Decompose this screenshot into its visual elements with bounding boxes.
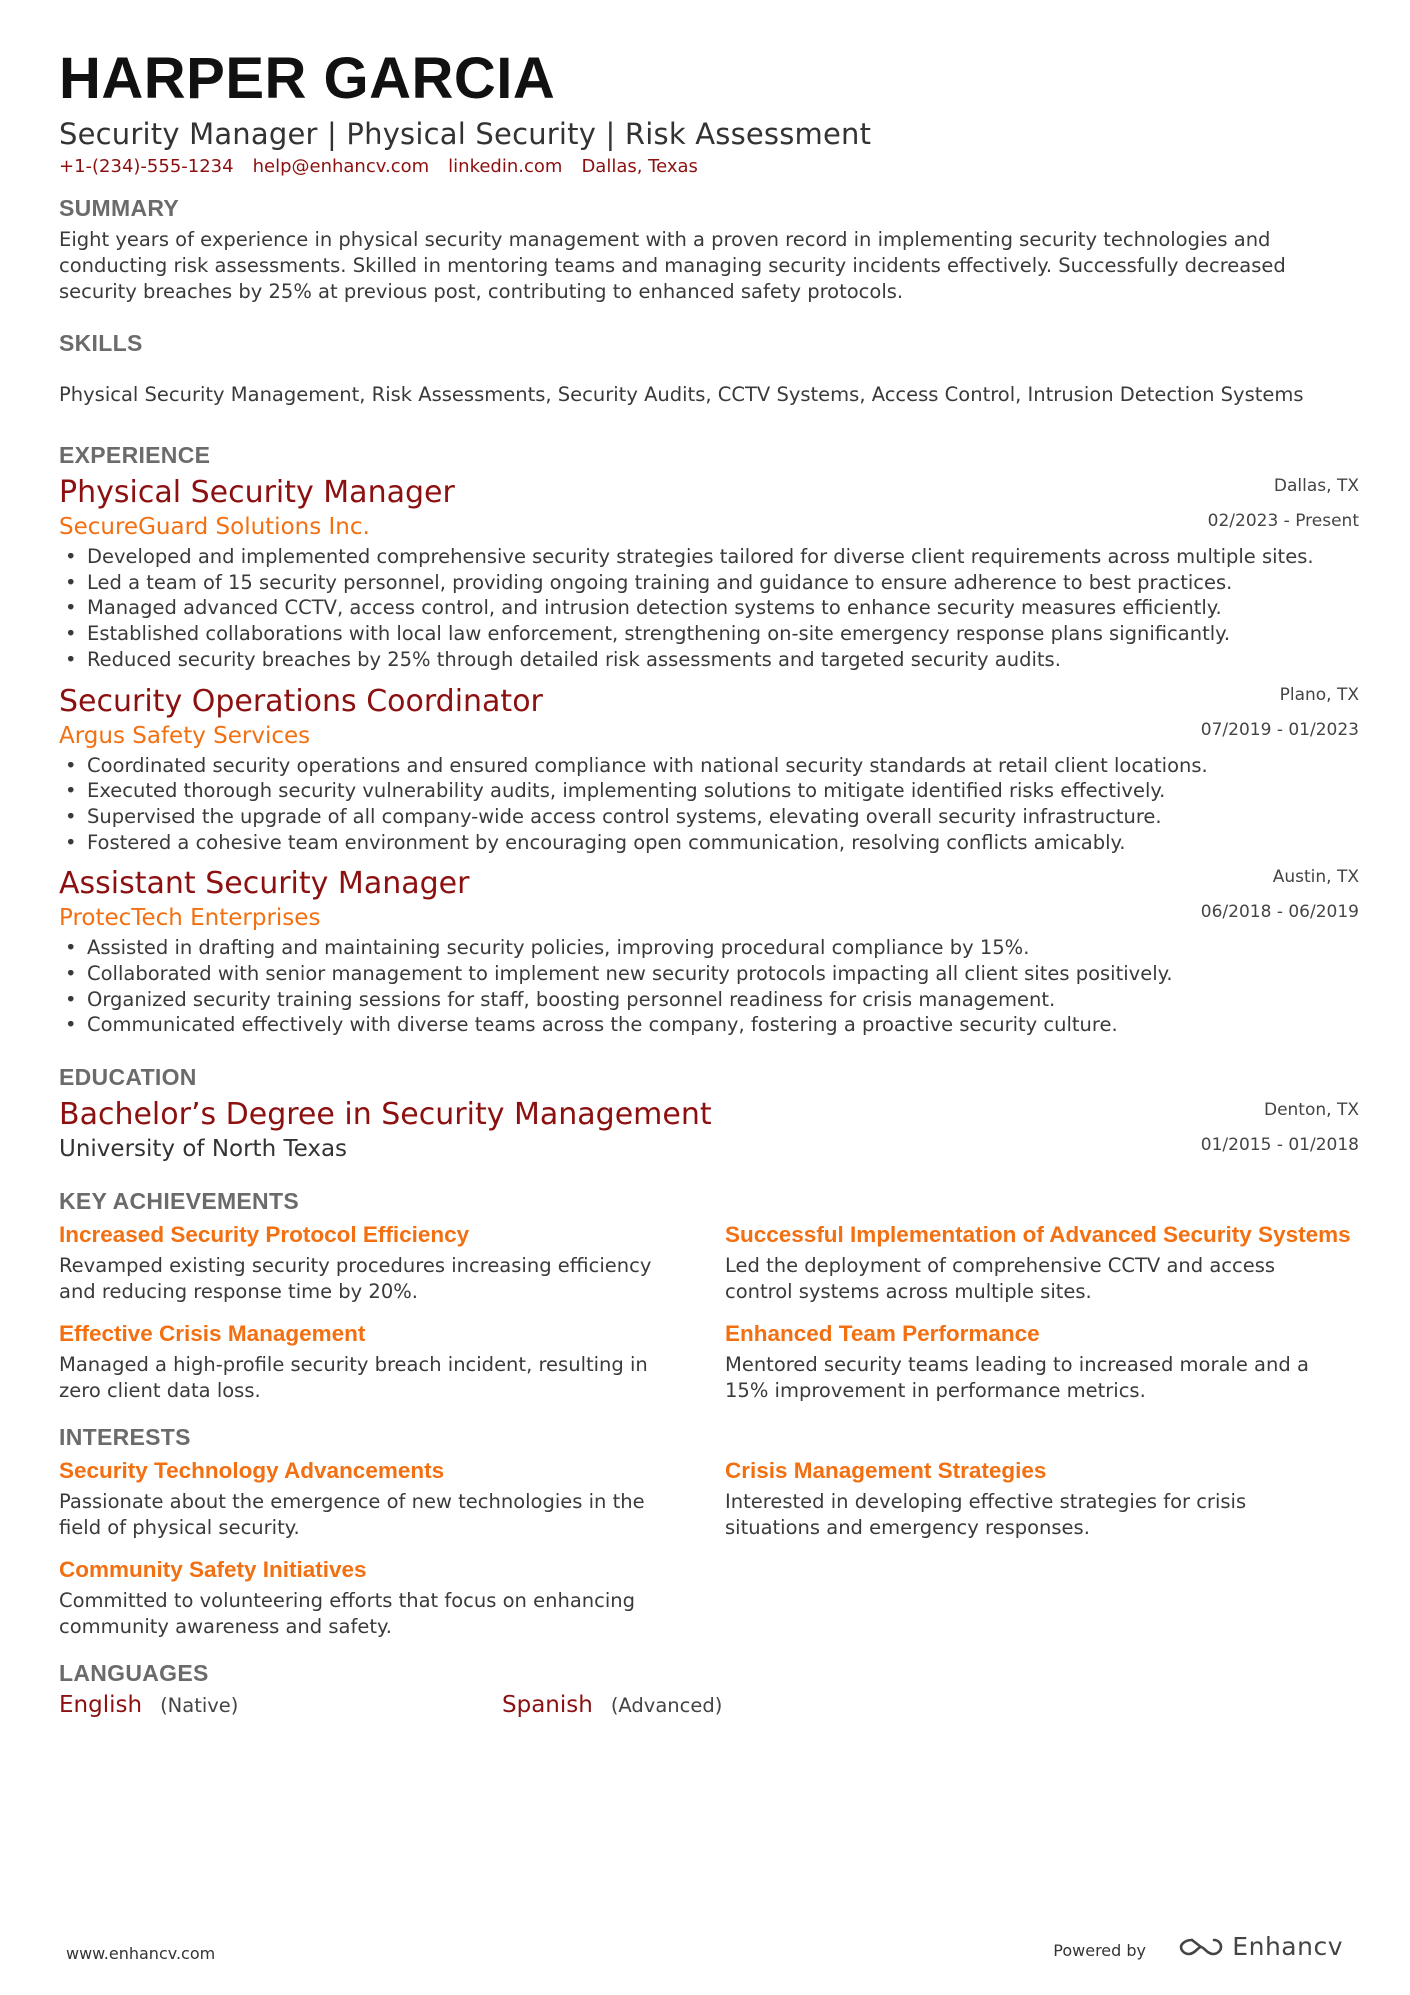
section-title: LANGUAGES: [59, 1660, 209, 1687]
section-title: EDUCATION: [59, 1064, 197, 1091]
interests-grid: [59, 1456, 1359, 1640]
company-name: SecureGuard Solutions Inc.: [59, 514, 370, 540]
skills-section: [59, 328, 1359, 408]
language-level: (Advanced): [610, 1694, 723, 1718]
list-item: • Reduced security breaches by 25% through detailed risk assessments and targeted security audits.: [87, 647, 1359, 673]
entry-location: Plano, TX: [1279, 684, 1359, 705]
entry-meta: [1201, 684, 1359, 741]
languages-section: [59, 1658, 1359, 1718]
achievement-list: [59, 544, 1359, 673]
entry-location: Austin, TX: [1272, 867, 1359, 888]
list-item: • Organized security training sessions for staff, boosting personnel readiness for crisis management.: [87, 987, 1359, 1013]
entry-location: Dallas, TX: [1273, 476, 1359, 496]
candidate-headline: Security Manager | Physical Security | Risk Assessment: [59, 117, 872, 151]
achievement-card: [59, 1220, 725, 1305]
experience-entry: [59, 865, 1359, 1038]
languages-row: [59, 1692, 1359, 1718]
section-title: INTERESTS: [59, 1424, 191, 1451]
summary-text: Eight years of experience in physical security management with a proven record in implementing security technologies and conducting risk assessments. Skilled in mentoring teams and managing security incidents effectively. Successfully decreased security breaches by 25% at previous post, contributing to enhanced safety protocols.: [59, 228, 1286, 303]
job-title: Security Operations Coordinator: [59, 683, 543, 719]
contact-location: Dallas, Texas: [581, 156, 698, 177]
card-title: Enhanced Team Performance: [725, 1321, 1040, 1347]
entry-location: Denton, TX: [1263, 1100, 1359, 1121]
list-item: • Communicated effectively with diverse teams across the company, fostering a proactive security culture.: [87, 1012, 1359, 1038]
entry-dates: 07/2019 - 01/2023: [1200, 719, 1359, 740]
achievement-list: [59, 753, 1359, 856]
enhancv-logo-text: Enhancv: [1232, 1932, 1343, 1961]
card-text: Managed a high-profile security breach incident, resulting in zero client data loss.: [59, 1353, 648, 1403]
list-item: • Established collaborations with local law enforcement, strengthening on-site emergency response plans significantly.: [87, 621, 1359, 647]
summary-section: [59, 193, 1359, 305]
interests-section: [59, 1422, 1359, 1640]
achievement-card: [59, 1319, 725, 1404]
card-title: Crisis Management Strategies: [725, 1458, 1047, 1484]
interest-card: [59, 1555, 725, 1640]
resume-header: [59, 44, 1359, 180]
section-title: EXPERIENCE: [59, 442, 211, 468]
achievements-section: [59, 1186, 1359, 1404]
entry-meta: [1201, 1099, 1359, 1156]
list-item: • Coordinated security operations and ensured compliance with national security standards at retail client locations.: [87, 753, 1359, 779]
powered-by-label: Powered by: [1053, 1941, 1146, 1960]
section-title: KEY ACHIEVEMENTS: [59, 1188, 299, 1215]
section-title: SKILLS: [59, 330, 143, 356]
enhancv-logo-icon: [1178, 1935, 1224, 1959]
achievement-list: [59, 935, 1359, 1038]
candidate-name: HARPER GARCIA: [59, 46, 556, 111]
interest-card: [725, 1456, 1359, 1541]
list-item: • Assisted in drafting and maintaining security policies, improving procedural compliance by 15%.: [87, 935, 1359, 961]
card-text: Revamped existing security procedures increasing efficiency and reducing response time by 20%.: [59, 1254, 652, 1304]
list-item: • Collaborated with senior management to implement new security protocols impacting all client sites positively.: [87, 961, 1359, 987]
interest-card: [59, 1456, 725, 1541]
skills-text: Physical Security Management, Risk Assessments, Security Audits, CCTV Systems, Access Control, Intrusion Detection Systems: [59, 383, 1304, 406]
experience-entry: [59, 474, 1359, 673]
card-text: Committed to volunteering efforts that focus on enhancing community awareness and safety.: [59, 1589, 636, 1639]
language-item: [502, 1692, 722, 1718]
language-level: (Native): [160, 1694, 239, 1718]
entry-dates: 06/2018 - 06/2019: [1200, 902, 1359, 923]
enhancv-logo[interactable]: [1178, 1932, 1343, 1961]
school-name: University of North Texas: [59, 1136, 348, 1163]
entry-dates: 02/2023 - Present: [1207, 511, 1359, 531]
education-section: [59, 1062, 1359, 1164]
entry-meta: [1208, 475, 1359, 532]
card-title: Effective Crisis Management: [59, 1321, 366, 1347]
degree-title: Bachelor’s Degree in Security Management: [59, 1097, 712, 1133]
card-title: Community Safety Initiatives: [59, 1557, 367, 1583]
list-item: • Developed and implemented comprehensive security strategies tailored for diverse client requirements across multiple sites.: [87, 544, 1359, 570]
card-text: Mentored security teams leading to increased morale and a 15% improvement in performance metrics.: [725, 1353, 1309, 1403]
education-entry: [59, 1096, 1359, 1164]
experience-section: [59, 440, 1359, 1038]
achievement-card: [725, 1220, 1359, 1305]
card-text: Interested in developing effective strategies for crisis situations and emergency responses.: [725, 1490, 1247, 1540]
list-item: • Fostered a cohesive team environment by encouraging open communication, resolving conflicts amicably.: [87, 830, 1359, 856]
card-text: Passionate about the emergence of new technologies in the field of physical security.: [59, 1490, 645, 1540]
list-item: • Executed thorough security vulnerability audits, implementing solutions to mitigate identified risks effectively.: [87, 778, 1359, 804]
contact-phone[interactable]: +1-(234)-555-1234: [59, 156, 234, 177]
contact-row: [59, 154, 1359, 180]
language-item: [59, 1692, 502, 1718]
list-item: • Managed advanced CCTV, access control, and intrusion detection systems to enhance security measures efficiently.: [87, 595, 1359, 621]
card-text: Led the deployment of comprehensive CCTV and access control systems across multiple sites.: [725, 1254, 1276, 1304]
card-title: Security Technology Advancements: [59, 1458, 445, 1484]
card-title: Successful Implementation of Advanced Security Systems: [725, 1222, 1351, 1248]
list-item: • Supervised the upgrade of all company-wide access control systems, elevating overall security infrastructure.: [87, 804, 1359, 830]
footer-website-link[interactable]: www.enhancv.com: [66, 1944, 216, 1963]
contact-email[interactable]: help@enhancv.com: [252, 156, 430, 177]
resume-page: [59, 44, 1359, 1718]
list-item: • Led a team of 15 security personnel, providing ongoing training and guidance to ensure adherence to best practices.: [87, 570, 1359, 596]
card-title: Increased Security Protocol Efficiency: [59, 1222, 470, 1248]
achievement-card: [725, 1319, 1359, 1404]
entry-dates: 01/2015 - 01/2018: [1200, 1135, 1359, 1156]
company-name: ProtecTech Enterprises: [59, 905, 321, 932]
achievements-grid: [59, 1220, 1359, 1404]
job-title: Physical Security Manager: [59, 475, 455, 510]
company-name: Argus Safety Services: [59, 722, 311, 749]
experience-entry: [59, 683, 1359, 856]
contact-linkedin[interactable]: linkedin.com: [448, 156, 563, 177]
entry-meta: [1201, 866, 1359, 923]
job-title: Assistant Security Manager: [59, 866, 470, 902]
language-name: English: [59, 1692, 143, 1719]
section-title: SUMMARY: [59, 195, 180, 221]
language-name: Spanish: [502, 1692, 593, 1719]
